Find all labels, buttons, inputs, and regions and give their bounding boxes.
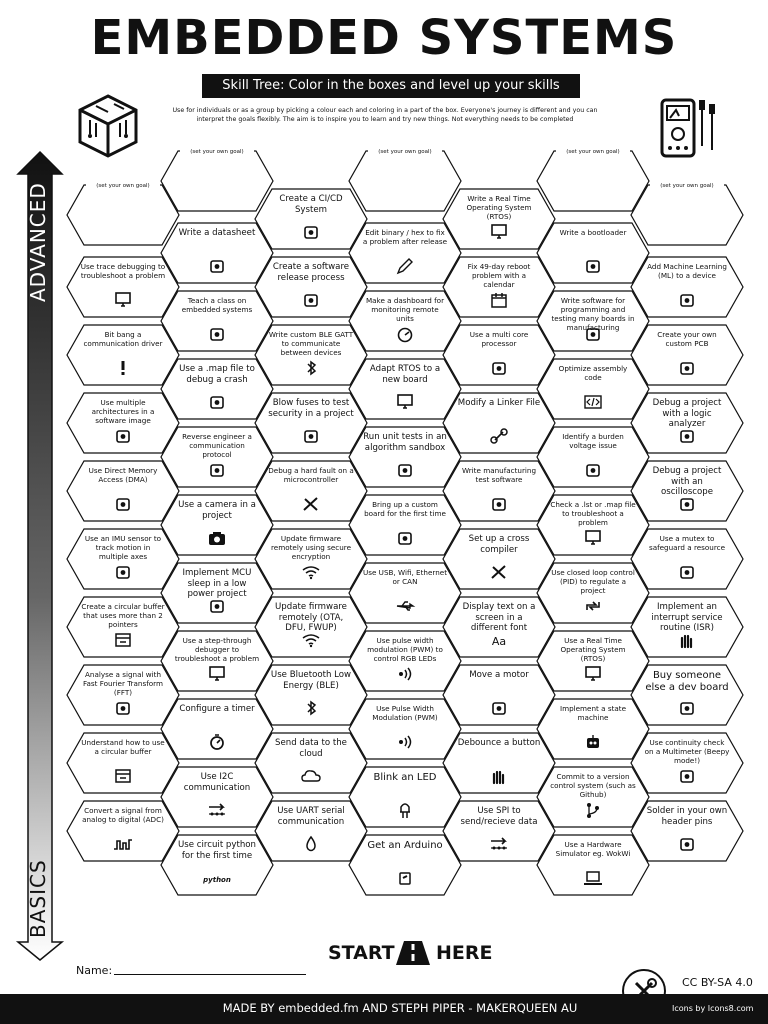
- page-subtitle: Skill Tree: Color in the boxes and level up your skills: [202, 74, 580, 98]
- signal-icon: [395, 734, 415, 750]
- font-icon: [489, 632, 509, 648]
- skill-label: Set up a cross compiler: [468, 534, 530, 555]
- finger-icon: [489, 768, 509, 784]
- skill-level-axis: [18, 152, 62, 960]
- skill-label: Blow fuses to test security in a project: [268, 398, 354, 419]
- arrow-bus-icon: [489, 836, 509, 852]
- hand-icon: [677, 632, 697, 648]
- name-label: Name:: [76, 964, 113, 977]
- monitor-icon: [583, 666, 603, 682]
- chip-icon: [113, 428, 133, 444]
- icons-credit-text: Icons by Icons8.com: [672, 1004, 754, 1013]
- skill-label: Optimize assembly code: [558, 364, 628, 382]
- skill-label: Add Machine Learning (ML) to a device: [647, 262, 727, 280]
- skill-label: Create a software release process: [272, 262, 350, 283]
- footer-credit-text: MADE BY embedded.fm AND STEPH PIPER - MAKERQUEEN AU: [222, 1001, 578, 1015]
- start-label: START: [328, 942, 395, 964]
- skill-label: Bit bang a communication driver: [83, 330, 163, 348]
- skill-label: Update firmware remotely using secure encryption: [271, 534, 351, 561]
- skill-label: Fix 49-day reboot problem with a calendar: [467, 262, 531, 289]
- chip-cube-icon: [74, 92, 142, 160]
- document-icon: [207, 258, 227, 274]
- skill-label: Solder in your own header pins: [646, 806, 728, 827]
- multimeter-icon: [677, 768, 697, 784]
- axis-label-advanced: ADVANCED: [26, 182, 50, 302]
- skill-label: Use trace debugging to troubleshoot a problem: [80, 262, 166, 280]
- skill-label: Use a Hardware Simulator eg. WokWi: [555, 840, 631, 858]
- skill-label: Use multiple architectures in a software image: [91, 398, 155, 425]
- monitor-icon: [395, 394, 415, 410]
- skill-label: Edit binary / hex to fix a problem after release: [362, 228, 448, 246]
- calendar-icon: [489, 292, 509, 308]
- skill-label: Modify a Linker File: [457, 398, 541, 408]
- arrow-bus-icon: [207, 802, 227, 818]
- skill-label: Write software for programming and testing many boards in manufacturing: [551, 296, 635, 332]
- wave-icon: [113, 836, 133, 852]
- skill-label: Use I2C communication: [183, 772, 251, 793]
- set-goal-label: (set your own goal): [556, 149, 630, 155]
- code-icon: [583, 394, 603, 410]
- exclamation-icon: [113, 360, 133, 376]
- skill-label: Debug a project with an oscilloscope: [652, 466, 722, 497]
- page-title: EMBEDDED SYSTEMS: [90, 10, 678, 66]
- factory-icon: [489, 496, 509, 512]
- skill-label: Use a camera in a project: [178, 500, 256, 521]
- pencil-icon: [395, 258, 415, 274]
- skill-label: Blink an LED: [373, 772, 437, 783]
- skill-label: Use closed loop control (PID) to regulate a project: [551, 568, 635, 595]
- skill-label: Use continuity check on a Multimeter (Beepy mode!): [644, 738, 730, 765]
- monitor-icon: [583, 530, 603, 546]
- license-text: CC BY-SA 4.0: [682, 976, 753, 989]
- timer-icon: [207, 734, 227, 750]
- set-goal-label: (set your own goal): [368, 149, 442, 155]
- signal-icon: [395, 666, 415, 682]
- road-icon: [396, 941, 430, 965]
- motor-icon: [489, 700, 509, 716]
- gear-brain-icon: [677, 292, 697, 308]
- skill-label: Implement an interrupt service routine (ISR): [651, 602, 723, 633]
- solder-icon: [677, 836, 697, 852]
- set-goal-label: (set your own goal): [86, 183, 160, 189]
- skill-label: Write a bootloader: [559, 228, 627, 237]
- skill-label: Move a motor: [469, 670, 529, 680]
- skill-label: Check a .lst or .map file to troubleshoot a problem: [550, 500, 636, 527]
- wifi-icon: [301, 632, 321, 648]
- bluetooth-icon: [301, 700, 321, 716]
- skill-label: Bring up a custom board for the first time: [364, 500, 446, 518]
- skill-hex[interactable]: [348, 834, 462, 892]
- skill-hex[interactable]: [536, 834, 650, 892]
- skill-hex[interactable]: [160, 834, 274, 892]
- skill-label: Analyse a signal with Fast Fourier Transform (FFT): [83, 670, 163, 697]
- skill-label: Use USB, Wifi, Ethernet or CAN: [362, 568, 448, 586]
- skill-label: Send data to the cloud: [275, 738, 347, 759]
- skill-label: Run unit tests in an algorithm sandbox: [363, 432, 447, 453]
- python-icon: [203, 870, 231, 886]
- skill-label: Display text on a screen in a different font: [462, 602, 536, 633]
- skill-label: Use Bluetooth Low Energy (BLE): [270, 670, 352, 691]
- monitor-icon: [489, 224, 509, 240]
- skill-label: Buy someone else a dev board: [645, 670, 729, 693]
- skill-label: Write a Real Time Operating System (RTOS): [466, 194, 532, 221]
- donkey-icon: [583, 462, 603, 478]
- monitor-bug-icon: [207, 666, 227, 682]
- buffer-icon: [113, 632, 133, 648]
- skill-label: Reverse engineer a communication protocol: [182, 432, 252, 459]
- tools-icon: [489, 564, 509, 580]
- here-label: HERE: [436, 942, 493, 964]
- usb-icon: [395, 598, 415, 614]
- axes-cube-icon: [113, 564, 133, 580]
- skill-label: Use an IMU sensor to track motion in multiple axes: [84, 534, 162, 561]
- monitor-bug-icon: [113, 292, 133, 308]
- skill-label: Write a datasheet: [178, 228, 256, 238]
- skill-label: Make a dashboard for monitoring remote units: [365, 296, 445, 323]
- wifi-lock-icon: [301, 564, 321, 580]
- octopus-icon: [583, 326, 603, 342]
- skill-label: Commit to a version control system (such as Github): [550, 772, 636, 799]
- skill-label: Use SPI to send/recieve data: [460, 806, 538, 827]
- skill-label: Use a mutex to safeguard a resource: [648, 534, 726, 552]
- cube-icon: [113, 496, 133, 512]
- skill-label: Use a multi core processor: [469, 330, 529, 348]
- skill-label: Create your own custom PCB: [657, 330, 717, 348]
- intro-text: Use for individuals or as a group by picking a colour each and coloring in a part of the box. Everyone's journey is different and you can interpret the goals flexibly. The aim is to inspire you to learn and try new things. Not everything needs to be completed: [172, 107, 598, 123]
- sandbox-icon: [395, 462, 415, 478]
- branch-icon: [583, 802, 603, 818]
- skill-label: Update firmware remotely (OTA, DFU, FWUP): [275, 602, 347, 633]
- pipeline-icon: [301, 224, 321, 240]
- buffer-icon: [113, 768, 133, 784]
- skill-label: Create a CI/CD System: [279, 194, 343, 215]
- skill-label: Write custom BLE GATT to communicate between devices: [268, 330, 354, 357]
- forklift-icon: [583, 258, 603, 274]
- handshake-icon: [677, 564, 697, 580]
- boxes-icon: [301, 292, 321, 308]
- globe-icon: [207, 394, 227, 410]
- name-field[interactable]: [114, 974, 306, 975]
- laptop-icon: [583, 870, 603, 886]
- bluetooth-icon: [301, 360, 321, 376]
- led-icon: [395, 802, 415, 818]
- skill-label: Configure a timer: [179, 704, 255, 714]
- svg-text:Aa: Aa: [491, 635, 507, 648]
- chart-search-icon: [113, 700, 133, 716]
- axis-label-basics: BASICS: [26, 859, 50, 938]
- teacher-icon: [207, 326, 227, 342]
- analyzer-icon: [677, 428, 697, 444]
- camera-icon: [207, 530, 227, 546]
- skill-label: Teach a class on embedded systems: [181, 296, 253, 314]
- set-goal-label: (set your own goal): [180, 149, 254, 155]
- skill-label: Use Pulse Width Modulation (PWM): [372, 704, 438, 722]
- skill-label: Debug a hard fault on a microcontroller: [268, 466, 354, 484]
- skill-label: Debug a project with a logic analyzer: [652, 398, 722, 429]
- loop-icon: [583, 598, 603, 614]
- arduino-icon: [395, 870, 415, 886]
- cloud-icon: [301, 768, 321, 784]
- skill-label: Debounce a button: [457, 738, 541, 748]
- skill-label: Use UART serial communication: [277, 806, 345, 827]
- explosion-icon: [301, 428, 321, 444]
- skill-label: Get an Arduino: [367, 840, 443, 851]
- multimeter-icon: [656, 96, 722, 162]
- skill-label: Adapt RTOS to a new board: [369, 364, 441, 385]
- cubes-icon: [489, 360, 509, 376]
- skill-label: Use pulse width modulation (PWM) to control RGB LEDs: [367, 636, 443, 663]
- set-goal-label: (set your own goal): [650, 183, 724, 189]
- skill-label: Implement a state machine: [559, 704, 627, 722]
- skill-label: Create a circular buffer that uses more than 2 pointers: [81, 602, 165, 629]
- drop-icon: [301, 836, 321, 852]
- skill-label: Use circuit python for the first time: [178, 840, 256, 861]
- skill-label: Implement MCU sleep in a low power project: [182, 568, 252, 599]
- skill-label: Use Direct Memory Access (DMA): [88, 466, 158, 484]
- skill-label: Use a .map file to debug a crash: [179, 364, 255, 385]
- skill-label: Write manufacturing test software: [461, 466, 537, 484]
- gauge-icon: [395, 326, 415, 342]
- svg-text:python: python: [203, 876, 231, 884]
- skill-label: Use a step-through debugger to troubleshoot a problem: [174, 636, 260, 663]
- sleep-icon: [207, 598, 227, 614]
- cake-icon: [395, 530, 415, 546]
- tools-icon: [301, 496, 321, 512]
- skill-label: Convert a signal from analog to digital (ADC): [82, 806, 164, 824]
- footer-bar: [0, 994, 768, 1024]
- cycle-icon: [207, 462, 227, 478]
- link-icon: [489, 428, 509, 444]
- oscilloscope-icon: [677, 496, 697, 512]
- skill-label: Use a Real Time Operating System (RTOS): [560, 636, 626, 663]
- skill-label: Understand how to use a circular buffer: [81, 738, 165, 756]
- pcb-icon: [677, 360, 697, 376]
- skill-label: Identify a burden voltage issue: [562, 432, 624, 450]
- robot-icon: [583, 734, 603, 750]
- gift-icon: [677, 700, 697, 716]
